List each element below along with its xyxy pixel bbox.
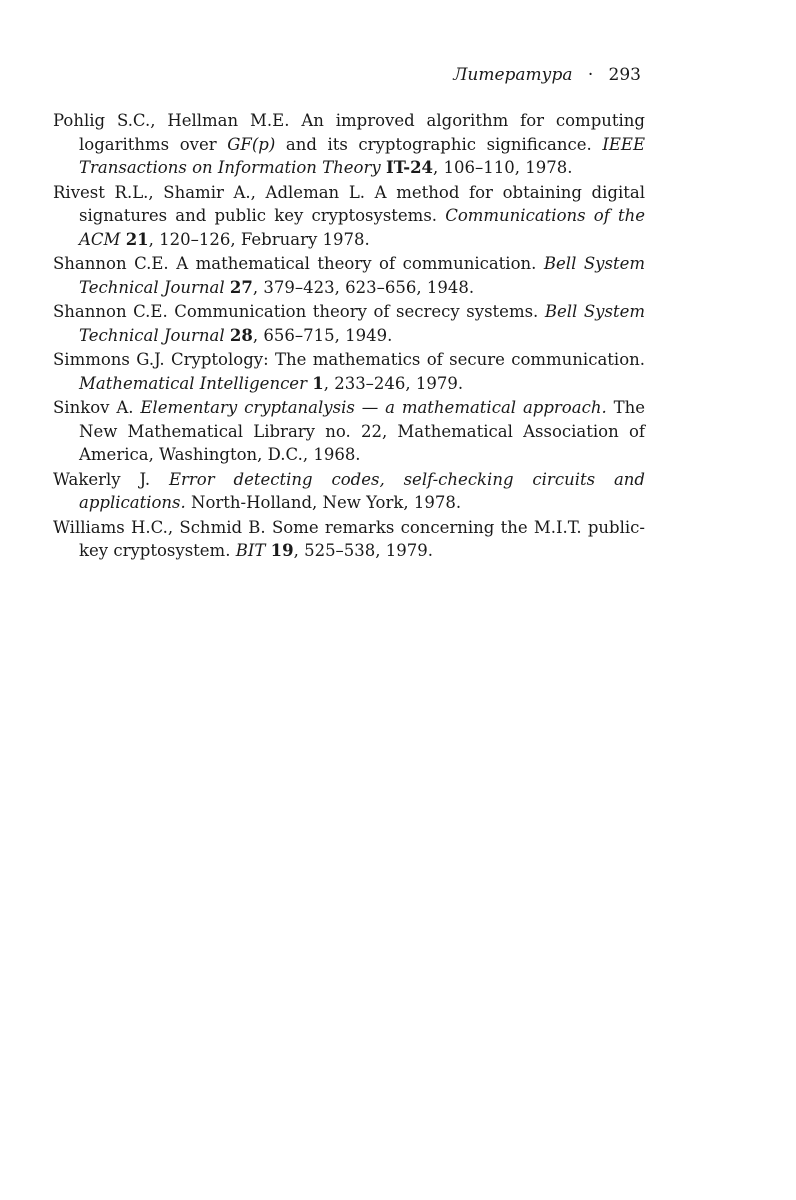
running-head <box>453 64 641 86</box>
ref-authors: Pohlig S.C., Hellman M.E. <box>53 111 302 130</box>
ref-details: , 656–715, 1949. <box>252 325 393 345</box>
ref-title: Some remarks concerning the M.I.T. public-key cryptosystem. <box>79 517 645 560</box>
reference-item <box>53 181 645 252</box>
reference-item <box>53 468 645 515</box>
reference-list <box>53 109 645 564</box>
ref-volume: 1 <box>312 373 324 393</box>
ref-journal: IEEE Transactions on Information Theory <box>79 134 645 177</box>
ref-title: An improved algorithm for computing logarithms over <box>79 111 645 154</box>
ref-journal: Bell System Technical Journal <box>79 254 645 297</box>
ref-details: North-Holland, New York, 1978. <box>185 493 462 512</box>
ref-book-title: Error detecting codes, self-checking circuits and applications. <box>79 469 645 512</box>
reference-item <box>53 396 645 467</box>
reference-item <box>53 109 645 180</box>
ref-journal: Mathematical Intelligencer <box>79 373 307 393</box>
ref-title: and its cryptographic significance. <box>275 134 603 154</box>
ref-title: Communication theory of secrecy systems. <box>174 302 545 321</box>
ref-volume: 28 <box>229 325 253 345</box>
ref-details: , 120–126, February 1978. <box>148 229 370 249</box>
reference-item <box>53 252 645 299</box>
ref-authors: Sinkov A. <box>53 398 141 417</box>
ref-details: , 379–423, 623–656, 1948. <box>252 277 475 297</box>
ref-title-math: GF(p) <box>227 134 276 154</box>
ref-journal: BIT <box>235 541 266 560</box>
ref-authors: Rivest R.L., Shamir A., Adleman L. <box>53 182 375 202</box>
ref-title: A mathematical theory of communication. <box>176 254 544 273</box>
ref-journal: Communications of the ACM <box>79 206 645 249</box>
ref-authors: Shannon C.E. <box>53 254 177 273</box>
ref-authors: Shannon C.E. <box>53 302 175 321</box>
ref-volume: 27 <box>229 277 253 297</box>
ref-book-title: Elementary cryptanalysis — a mathematical approach. <box>140 398 607 417</box>
section-title: Литература <box>453 65 573 85</box>
ref-details: , 233–246, 1979. <box>323 373 464 393</box>
ref-volume: 19 <box>270 541 294 560</box>
ref-authors: Williams H.C., Schmid B. <box>53 517 272 537</box>
reference-item <box>53 516 645 563</box>
ref-volume: IT-24 <box>385 158 434 177</box>
ref-details: , 106–110, 1978. <box>433 158 573 177</box>
page-number: 293 <box>608 65 641 85</box>
ref-details: , 525–538, 1979. <box>293 541 434 560</box>
ref-authors: Wakerly J. <box>53 469 169 489</box>
ref-details: The New Mathematical Library no. 22, Mathematical Association of America, Washington, D.C., 1968. <box>79 398 645 464</box>
reference-item <box>53 348 645 395</box>
reference-item <box>53 300 645 347</box>
ref-title: A method for obtaining digital signatures and public key cryptosystems. <box>79 182 645 225</box>
ref-journal: Bell System Technical Journal <box>79 302 645 345</box>
ref-volume: 21 <box>125 229 149 249</box>
header-separator: · <box>587 65 594 85</box>
ref-title: Cryptology: The mathematics of secure communication. <box>171 350 645 369</box>
ref-authors: Simmons G.J. <box>53 350 172 369</box>
